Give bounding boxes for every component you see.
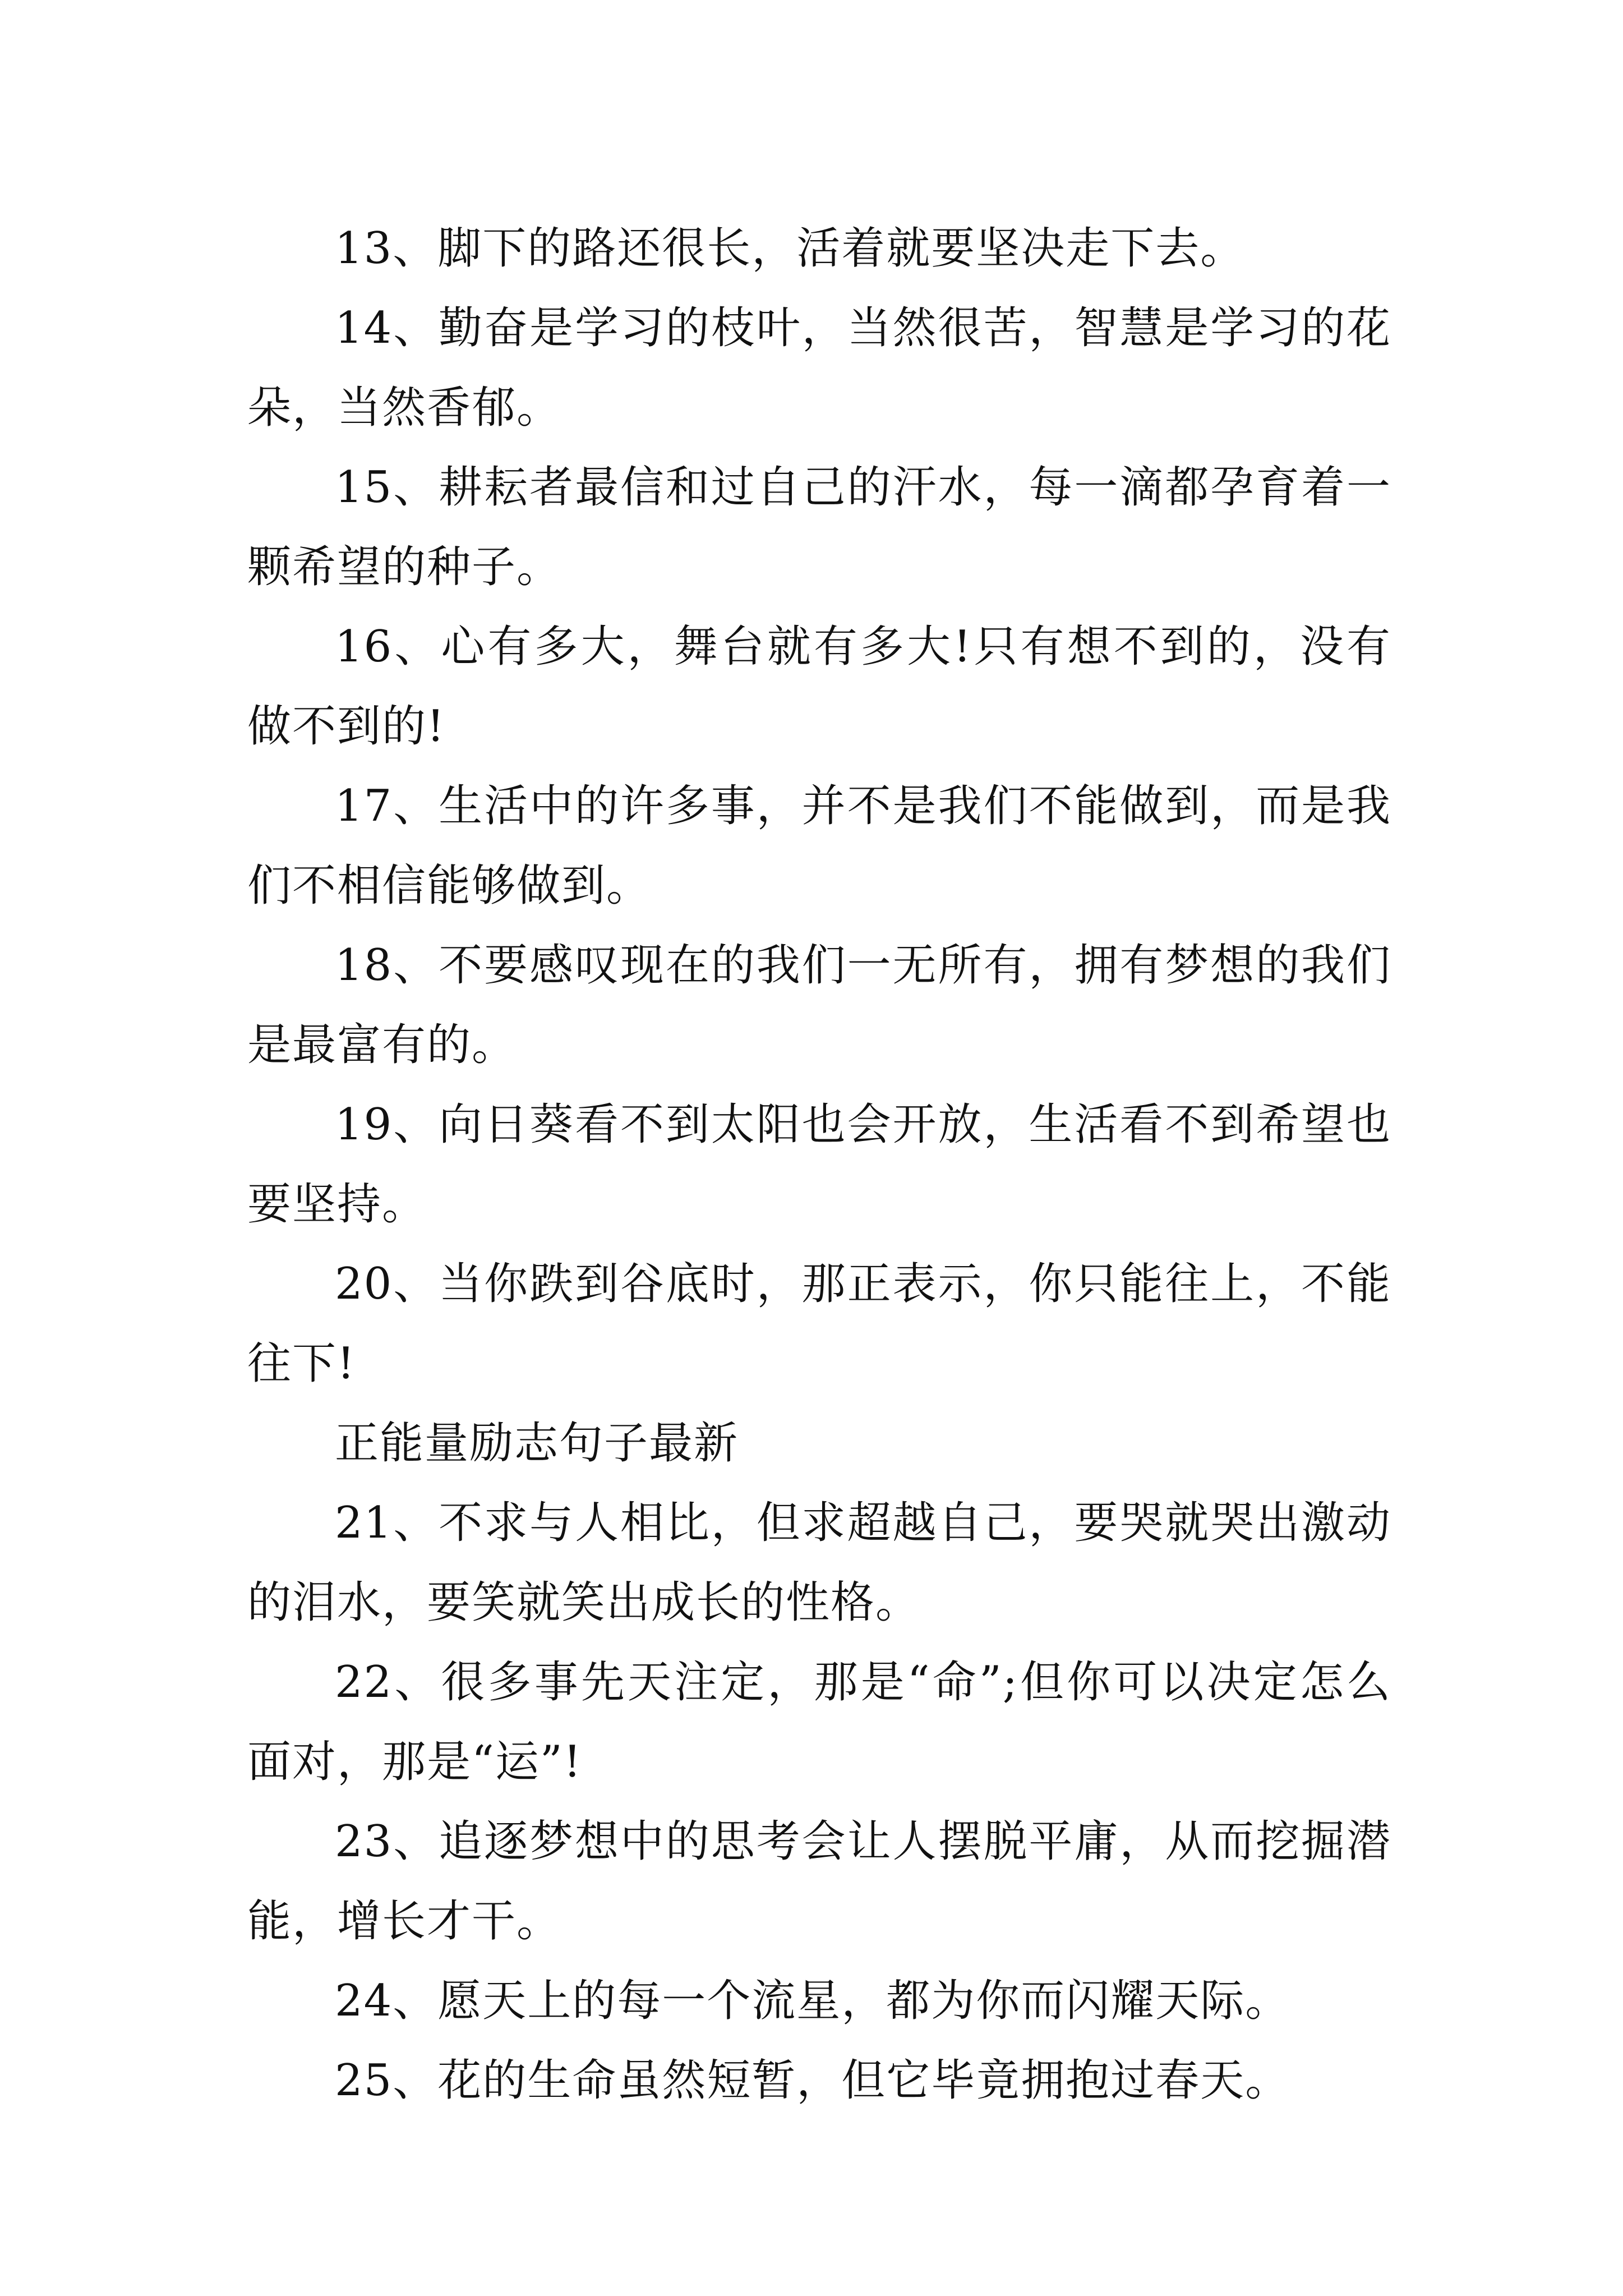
document-body xyxy=(247,209,1391,2120)
section-heading: 正能量励志句子最新 xyxy=(335,1418,739,1469)
quote-20: 20、当你跌到谷底时，那正表示，你只能往上，不能往下! xyxy=(247,1259,1391,1389)
quote-23: 23、追逐梦想中的思考会让人摆脱平庸，从而挖掘潜能，增长才干。 xyxy=(247,1816,1391,1947)
quote-19: 19、向日葵看不到太阳也会开放，生活看不到希望也要坚持。 xyxy=(247,1099,1391,1230)
quote-13: 13、脚下的路还很长，活着就要坚决走下去。 xyxy=(335,223,1246,274)
quote-17: 17、生活中的许多事，并不是我们不能做到，而是我们不相信能够做到。 xyxy=(247,781,1391,911)
quote-21: 21、不求与人相比，但求超越自己，要哭就哭出激动的泪水，要笑就笑出成长的性格。 xyxy=(247,1498,1391,1628)
quote-24: 24、愿天上的每一个流星，都为你而闪耀天际。 xyxy=(335,1976,1290,2026)
quote-18: 18、不要感叹现在的我们一无所有，拥有梦想的我们是最富有的。 xyxy=(247,940,1391,1070)
quote-15: 15、耕耘者最信和过自己的汗水，每一滴都孕育着一颗希望的种子。 xyxy=(247,462,1391,592)
quote-16: 16、心有多大，舞台就有多大!只有想不到的，没有做不到的! xyxy=(247,622,1391,752)
quote-25: 25、花的生命虽然短暂，但它毕竟拥抱过春天。 xyxy=(335,2055,1290,2106)
quote-22: 22、很多事先天注定，那是“命”;但你可以决定怎么面对，那是“运”! xyxy=(247,1657,1391,1787)
quote-14: 14、勤奋是学习的枝叶，当然很苦，智慧是学习的花朵，当然香郁。 xyxy=(247,303,1391,433)
